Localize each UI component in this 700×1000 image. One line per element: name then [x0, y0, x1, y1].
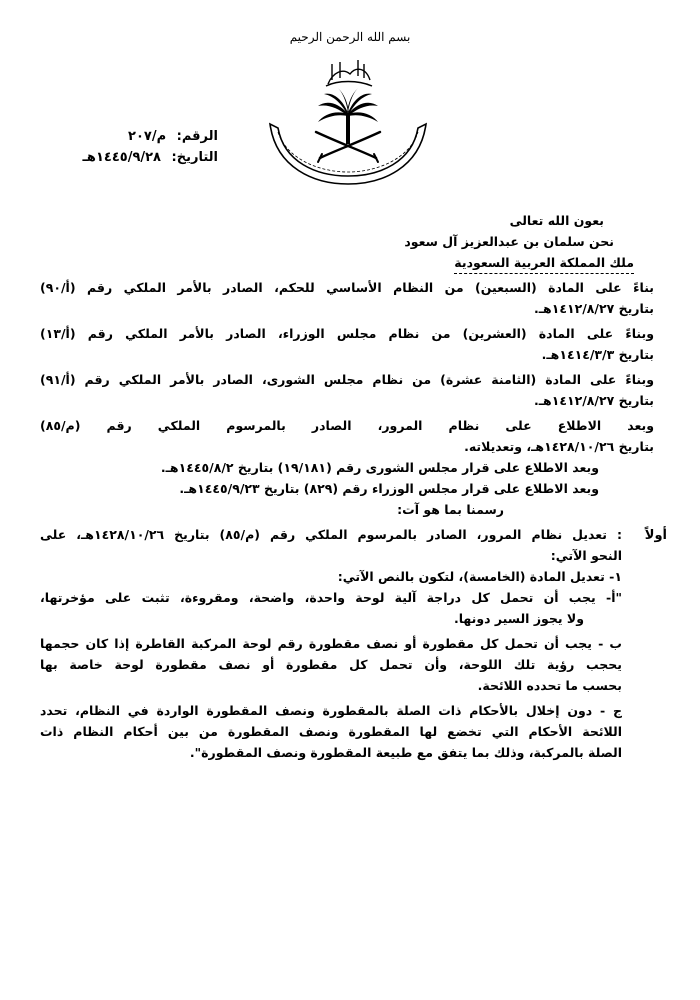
clause-b-line-3: بحسب ما تحدده اللائحة. [477, 678, 622, 693]
first-intro-line-1: : تعديل نظام المرور، الصادر بالمرسوم الملكي رقم (م/٨٥) بتاريخ ١٤٢٨/١٠/٢٦هـ، على [40, 527, 622, 542]
opening-line-2: نحن سلمان بن عبدالعزيز آل سعود [404, 234, 614, 249]
cabinet-decision-line: وبعد الاطلاع على قرار مجلس الوزراء رقم (٨٢٩) بتاريخ ١٤٤٥/٩/٢٣هـ. [179, 481, 599, 496]
reference-number-line [48, 126, 218, 147]
preamble-1-line-1: بناءً على المادة (السبعين) من النظام الأساسي للحكم، الصادر بالأمر الملكي رقم (أ/٩٠) [40, 280, 654, 295]
reference-date-label: التاريخ: [171, 150, 218, 165]
decree-line: رسمنا بما هو آت: [397, 502, 504, 517]
preamble-3-line-1: وبناءً على المادة (الثامنة عشرة) من نظام مجلس الشورى، الصادر بالأمر الملكي رقم (أ/٩١) [40, 372, 654, 387]
palm-tree-icon [318, 88, 378, 144]
preamble-1-line-2: بتاريخ ١٤١٢/٨/٢٧هـ. [534, 301, 654, 316]
basmala-calligraphy: بسم الله الرحمن الرحيم [289, 30, 411, 44]
reference-date-value: ١٤٤٥/٩/٢٨هـ [82, 150, 161, 165]
preamble-2-line-2: بتاريخ ١٤١٤/٣/٣هـ. [541, 347, 654, 362]
clause-b-line-1: ب - يجب أن تحمل كل مقطورة أو نصف مقطورة رقم لوحة المركبة القاطرة إذا كان حجمها [40, 636, 622, 651]
shura-decision-line: وبعد الاطلاع على قرار مجلس الشورى رقم (١٩/١٨١) بتاريخ ١٤٤٥/٨/٢هـ. [160, 460, 599, 475]
reference-date-line [48, 147, 218, 168]
preamble-3-line-2: بتاريخ ١٤١٢/٨/٢٧هـ. [534, 393, 654, 408]
clause-c-line-3: الصلة بالمركبة، وذلك بما يتفق مع طبيعة المقطورة ونصف المقطورة". [189, 745, 622, 760]
preamble-4-line-2: بتاريخ ١٤٢٨/١٠/٢٦هـ، وتعديلاته. [464, 439, 654, 454]
reference-number-value: م/٢٠٧ [128, 129, 167, 144]
section-first-label: أولاً [644, 528, 667, 543]
first-intro-line-2: النحو الآتي: [550, 548, 622, 563]
opening-line-3: ملك المملكة العربية السعودية [40, 252, 654, 273]
clause-a-line-1: "أ- يجب أن تحمل كل دراجة آلية لوحة واحدة، واضحة، ومقروءة، تثبت على مؤخرتها، [40, 590, 622, 605]
clause-a-line-2: ولا يجوز السير دونها. [453, 611, 584, 626]
section-first-body [40, 524, 622, 763]
clause-b-line-2: يحجب رؤية تلك اللوحة، وأن تحمل كل مقطورة أو نصف مقطورة لوحة خاصة بها [40, 657, 622, 672]
first-item-1: ١- تعديل المادة (الخامسة)، لتكون بالنص الآتي: [337, 569, 622, 584]
kingdom-emblem [258, 58, 438, 188]
preamble-2-line-1: وبناءً على المادة (العشرين) من نظام مجلس الوزراء، الصادر بالأمر الملكي رقم (أ/١٣) [40, 326, 654, 341]
opening-line-1: بعون الله تعالى [509, 213, 604, 228]
decree-body [40, 210, 654, 520]
reference-block [48, 126, 218, 168]
preamble-4-line-1: وبعد الاطلاع على نظام المرور، الصادر بالمرسوم الملكي رقم (م/٨٥) [40, 418, 654, 433]
clause-c-line-1: ج - دون إخلال بالأحكام ذات الصلة بالمقطورة ونصف المقطورة الواردة في النظام، تحدد [40, 703, 622, 718]
shahada-calligraphy-icon [326, 60, 372, 86]
reference-number-label: الرقم: [176, 129, 218, 144]
clause-c-line-2: اللائحة الأحكام التي تخضع لها المقطورة ونصف المقطورة من بين أحكام النظام ذات [40, 724, 622, 739]
